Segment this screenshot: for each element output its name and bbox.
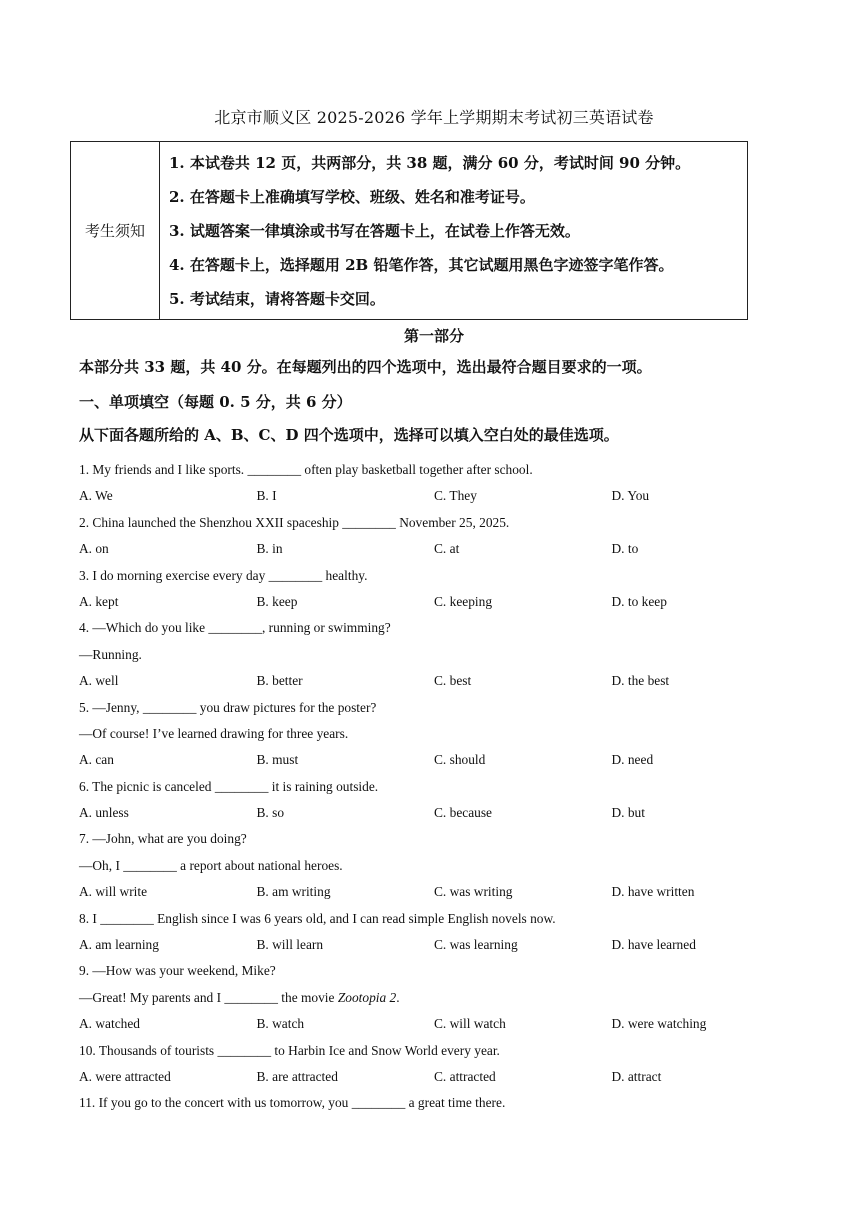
question-list: [79, 457, 799, 1117]
question-11: [79, 1090, 799, 1116]
options-row: [79, 1064, 799, 1090]
option-b[interactable]: B. are attracted: [256, 1068, 338, 1084]
options-row: [79, 932, 799, 958]
option-a[interactable]: A. unless: [79, 805, 129, 821]
notice-item: 4. 在答题卡上，选择题用 2B 铅笔作答，其它试题用黑色字迹签字笔作答。: [169, 256, 674, 274]
option-a[interactable]: A. were attracted: [79, 1068, 171, 1084]
notice-label: 考生须知: [71, 142, 160, 319]
options-row: [79, 668, 799, 694]
part-title: 第一部分: [403, 327, 464, 345]
option-c[interactable]: C. attracted: [434, 1068, 496, 1084]
option-b[interactable]: B. am writing: [256, 884, 331, 900]
option-a[interactable]: A. will write: [79, 884, 148, 900]
question-7: [79, 826, 799, 905]
options-row: [79, 483, 799, 509]
options-row: [79, 589, 799, 615]
option-a[interactable]: A. kept: [79, 593, 119, 609]
question-10: [79, 1038, 799, 1091]
question-8: [79, 906, 799, 959]
option-b[interactable]: B. will learn: [256, 937, 324, 953]
question-6: [79, 774, 799, 827]
question-text: —Oh, I ________ a report about national heroes.: [79, 857, 343, 873]
option-c[interactable]: C. best: [434, 673, 472, 689]
question-4: [79, 615, 799, 694]
exam-title: 北京市顺义区 2025-2026 学年上学期期末考试初三英语试卷: [214, 108, 654, 127]
option-b[interactable]: B. watch: [256, 1016, 305, 1032]
option-d[interactable]: D. were watching: [611, 1016, 707, 1032]
option-c[interactable]: C. was writing: [434, 884, 513, 900]
option-a[interactable]: A. on: [79, 541, 109, 557]
option-b[interactable]: B. so: [256, 805, 285, 821]
part-intro: 本部分共 33 题，共 40 分。在每题列出的四个选项中，选出最符合题目要求的一项。: [79, 358, 652, 376]
options-row: [79, 800, 799, 826]
question-text: 5. —Jenny, ________ you draw pictures for the poster?: [79, 699, 377, 715]
options-row: [79, 879, 799, 905]
notice-item: 3. 试题答案一律填涂或书写在答题卡上，在试卷上作答无效。: [169, 222, 580, 240]
option-d[interactable]: D. have learned: [611, 937, 696, 953]
option-b[interactable]: B. must: [256, 752, 299, 768]
option-d[interactable]: D. to keep: [611, 593, 667, 609]
question-text: 4. —Which do you like ________, running or swimming?: [79, 620, 391, 636]
option-c[interactable]: C. should: [434, 752, 486, 768]
option-c[interactable]: C. was learning: [434, 937, 518, 953]
question-text: 7. —John, what are you doing?: [79, 831, 247, 847]
question-text: —Running.: [79, 646, 142, 662]
notice-list: [160, 142, 747, 319]
option-b[interactable]: B. I: [256, 488, 277, 504]
question-text: 11. If you go to the concert with us tomorrow, you ________ a great time there.: [79, 1095, 506, 1111]
option-a[interactable]: A. watched: [79, 1016, 140, 1032]
option-b[interactable]: B. in: [256, 541, 283, 557]
question-text: —Of course! I’ve learned drawing for three years.: [79, 725, 349, 741]
option-b[interactable]: B. better: [256, 673, 303, 689]
question-3: [79, 563, 799, 616]
option-a[interactable]: A. am learning: [79, 937, 159, 953]
notice-item: 5. 考试结束，请将答题卡交回。: [169, 290, 385, 308]
movie-title: Zootopia 2: [337, 989, 397, 1005]
option-d[interactable]: D. attract: [611, 1068, 662, 1084]
option-d[interactable]: D. need: [611, 752, 654, 768]
question-text: 2. China launched the Shenzhou XXII spaceship ________ November 25, 2025.: [79, 514, 510, 530]
option-a[interactable]: A. We: [79, 488, 113, 504]
question-text: 9. —How was your weekend, Mike?: [79, 963, 276, 979]
section-instruction: 从下面各题所给的 A、B、C、D 四个选项中，选择可以填入空白处的最佳选项。: [79, 426, 619, 444]
option-d[interactable]: D. to: [611, 541, 639, 557]
option-c[interactable]: C. They: [434, 488, 477, 504]
question-1: [79, 457, 799, 510]
option-b[interactable]: B. keep: [256, 593, 298, 609]
option-c[interactable]: C. because: [434, 805, 493, 821]
option-a[interactable]: A. well: [79, 673, 119, 689]
notice-item: 1. 本试卷共 12 页，共两部分，共 38 题，满分 60 分，考试时间 90 分钟。: [169, 154, 691, 172]
option-d[interactable]: D. You: [611, 488, 650, 504]
question-9: [79, 958, 799, 1037]
option-a[interactable]: A. can: [79, 752, 114, 768]
question-text: —Great! My parents and I ________ the movie Zootopia 2.: [79, 989, 400, 1005]
option-d[interactable]: D. have written: [611, 884, 695, 900]
notice-item: 2. 在答题卡上准确填写学校、班级、姓名和准考证号。: [169, 188, 535, 206]
question-text: 1. My friends and I like sports. ________ often play basketball together after school.: [79, 462, 533, 477]
question-text: 6. The picnic is canceled ________ it is raining outside.: [79, 778, 379, 794]
question-text: 3. I do morning exercise every day ________ healthy.: [79, 567, 368, 583]
option-c[interactable]: C. will watch: [434, 1016, 506, 1032]
section-title: 一、单项填空（每题 0. 5 分，共 6 分）: [79, 393, 352, 411]
question-2: [79, 510, 799, 563]
options-row: [79, 747, 799, 773]
question-5: [79, 695, 799, 774]
option-d[interactable]: D. the best: [611, 673, 670, 689]
option-c[interactable]: C. keeping: [434, 593, 493, 609]
options-row: [79, 1011, 799, 1037]
question-text: 8. I ________ English since I was 6 years old, and I can read simple English novels now.: [79, 910, 556, 926]
option-d[interactable]: D. but: [611, 805, 645, 821]
options-row: [79, 536, 799, 562]
notice-table: [70, 141, 748, 320]
option-c[interactable]: C. at: [434, 541, 460, 557]
question-text: 10. Thousands of tourists ________ to Harbin Ice and Snow World every year.: [79, 1042, 500, 1058]
